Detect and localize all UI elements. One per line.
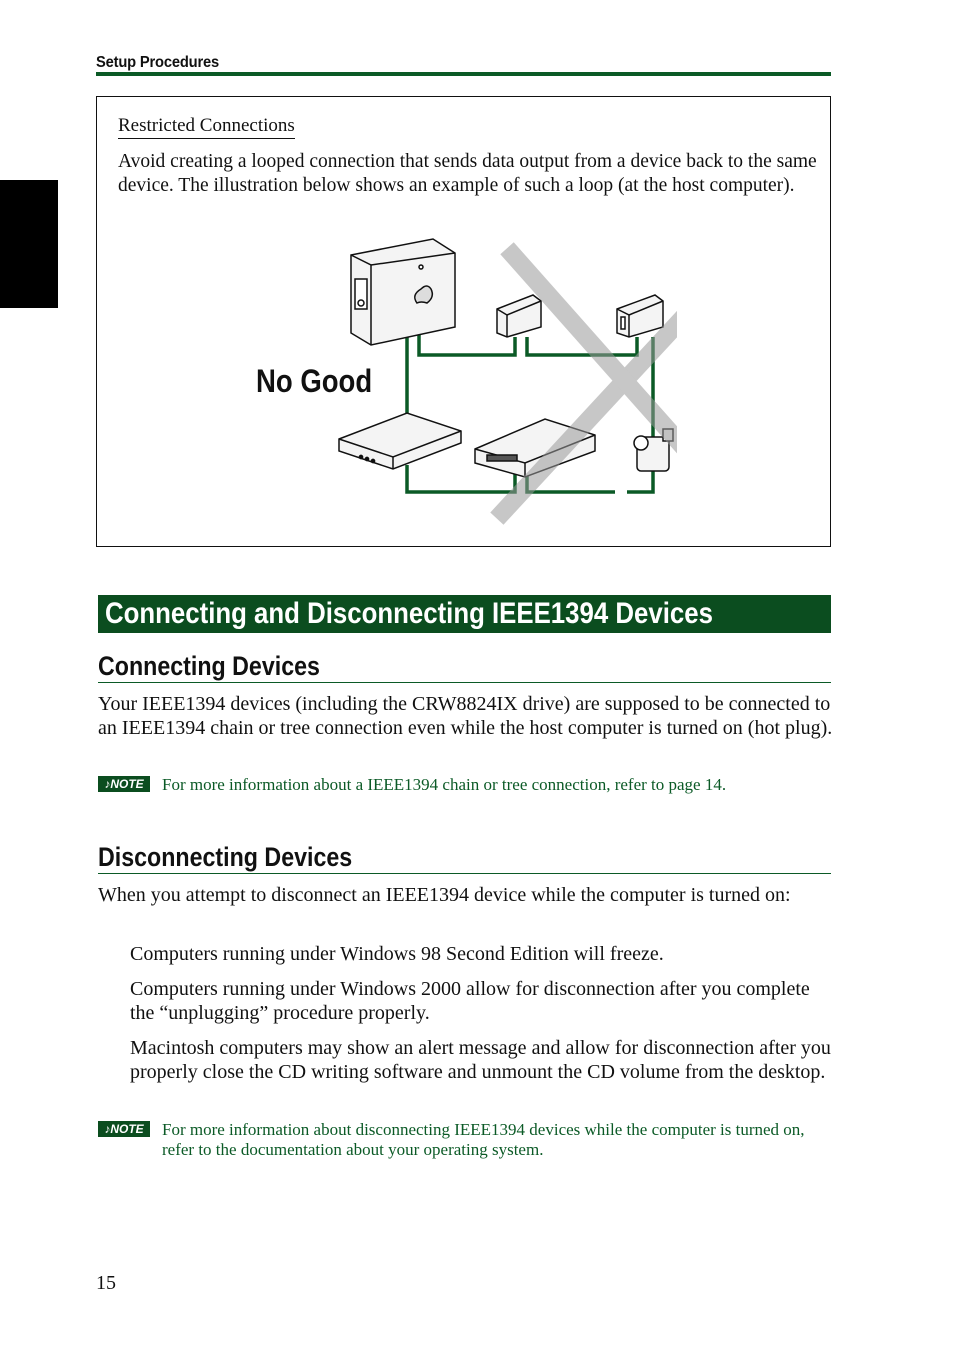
running-head: Setup Procedures xyxy=(96,54,220,71)
external-drive-icon-2 xyxy=(617,295,663,337)
note-icon: ♪NOTE xyxy=(98,776,150,792)
external-drive-icon xyxy=(497,295,541,337)
disconnecting-heading-text: Disconnecting Devices xyxy=(98,842,353,872)
no-good-cross xyxy=(503,255,677,512)
disconnect-item-macintosh: Macintosh computers may show an alert message and allow for disconnection after you properly close the CD writing software and unmount the CD volume from the desktop. xyxy=(130,1037,831,1083)
box-body: Avoid creating a looped connection that sends data output from a device back to the same device. The illustration below shows an example of such a loop (at the host computer). xyxy=(118,151,817,196)
connecting-body: Your IEEE1394 devices (including the CRW8824IX drive) are supposed to be connected to an IEEE1394 chain or tree connection even while the host computer is turned on (hot plug). xyxy=(98,693,833,739)
disconnecting-heading xyxy=(98,841,831,874)
box-title: Restricted Connections xyxy=(118,115,295,139)
section-title: Connecting and Disconnecting IEEE1394 Devices xyxy=(105,597,713,630)
disconnect-item-win2000: Computers running under Windows 2000 allow for disconnection after you complete the “unplugging” procedure properly. xyxy=(130,978,810,1024)
disconnecting-note-text: For more information about disconnecting IEEE1394 devices while the computer is turned on, refer to the documentation about your operating system. xyxy=(162,1120,805,1159)
disconnecting-intro: When you attempt to disconnect an IEEE1394 device while the computer is turned on: xyxy=(98,884,791,906)
no-good-label: No Good xyxy=(256,363,373,399)
host-computer-icon xyxy=(351,239,455,345)
loop-diagram xyxy=(337,237,677,527)
flat-device-icon xyxy=(339,413,461,469)
connecting-note-text: For more information about a IEEE1394 chain or tree connection, refer to page 14. xyxy=(162,775,727,794)
restricted-connections-box xyxy=(96,96,831,547)
connecting-heading xyxy=(98,650,831,683)
section-banner xyxy=(98,595,831,633)
connecting-heading-text: Connecting Devices xyxy=(98,651,320,681)
running-head-rule xyxy=(96,72,831,76)
disconnect-item-win98: Computers running under Windows 98 Second Edition will freeze. xyxy=(130,943,664,965)
page-number: 15 xyxy=(96,1272,116,1294)
note-icon-2: ♪NOTE xyxy=(98,1121,150,1137)
chapter-tab xyxy=(0,180,58,308)
